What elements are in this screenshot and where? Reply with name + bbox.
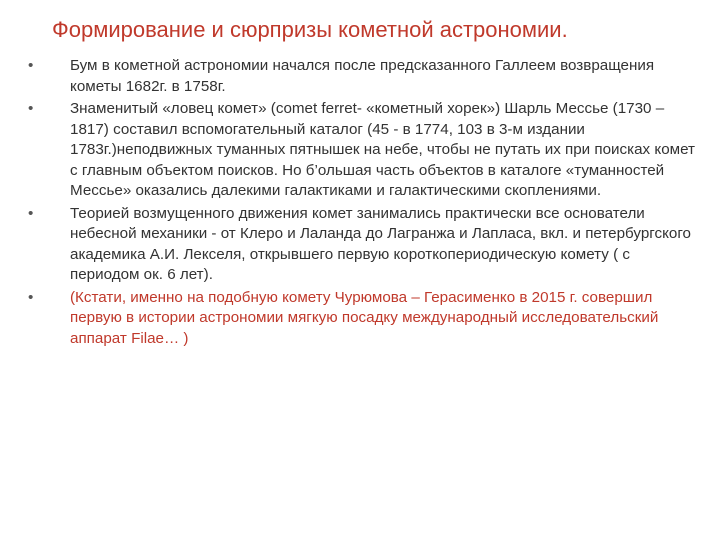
bullet-item bbox=[28, 204, 698, 286]
bullet-marker-icon: • bbox=[28, 57, 34, 74]
bullet-marker-icon: • bbox=[28, 204, 34, 222]
bullet-marker-icon: • bbox=[28, 100, 34, 117]
bullet-list bbox=[28, 56, 698, 351]
slide-title: Формирование и сюрпризы кометной астрономии. bbox=[52, 17, 568, 42]
bullet-text: Бум в кометной астрономии начался после предсказанного Галлеем возвращения кометы 1682г. в 1758г. bbox=[70, 57, 655, 95]
bullet-item bbox=[28, 56, 698, 97]
bullet-marker-icon: • bbox=[28, 288, 34, 306]
bullet-text: Теорией возмущенного движения комет занимались практически все основатели небесной механики - от Клеро и Лаланда до Лагранжа и Лапласа, вкл. и петербургского академика А.И. Лекселя, открывшего первую короткопериодическую комету ( с периодом ок. 6 лет). bbox=[70, 204, 691, 283]
bullet-text: Знаменитый «ловец комет» (comet ferret- «кометный хорек») Шарль Мессье (1730 – 1817) составил вспомогательный каталог (45 - в 1774, 103 в 3-м издании 1783г.)неподвижных туманных пятнышек на небе, чтобы не путать их при поисках комет с главным объектом поисков. Но б’ольшая часть объектов в каталоге «туманностей Мессье» оказались далекими галактиками и галактическими скоплениями. bbox=[70, 100, 695, 199]
bullet-item-highlighted bbox=[28, 288, 698, 350]
bullet-text: (Кстати, именно на подобную комету Чурюмова – Герасименко в 2015 г. совершил первую в истории астрономии мягкую посадку международный исследовательский аппарат Filae… ) bbox=[70, 288, 659, 347]
bullet-item bbox=[28, 99, 698, 202]
